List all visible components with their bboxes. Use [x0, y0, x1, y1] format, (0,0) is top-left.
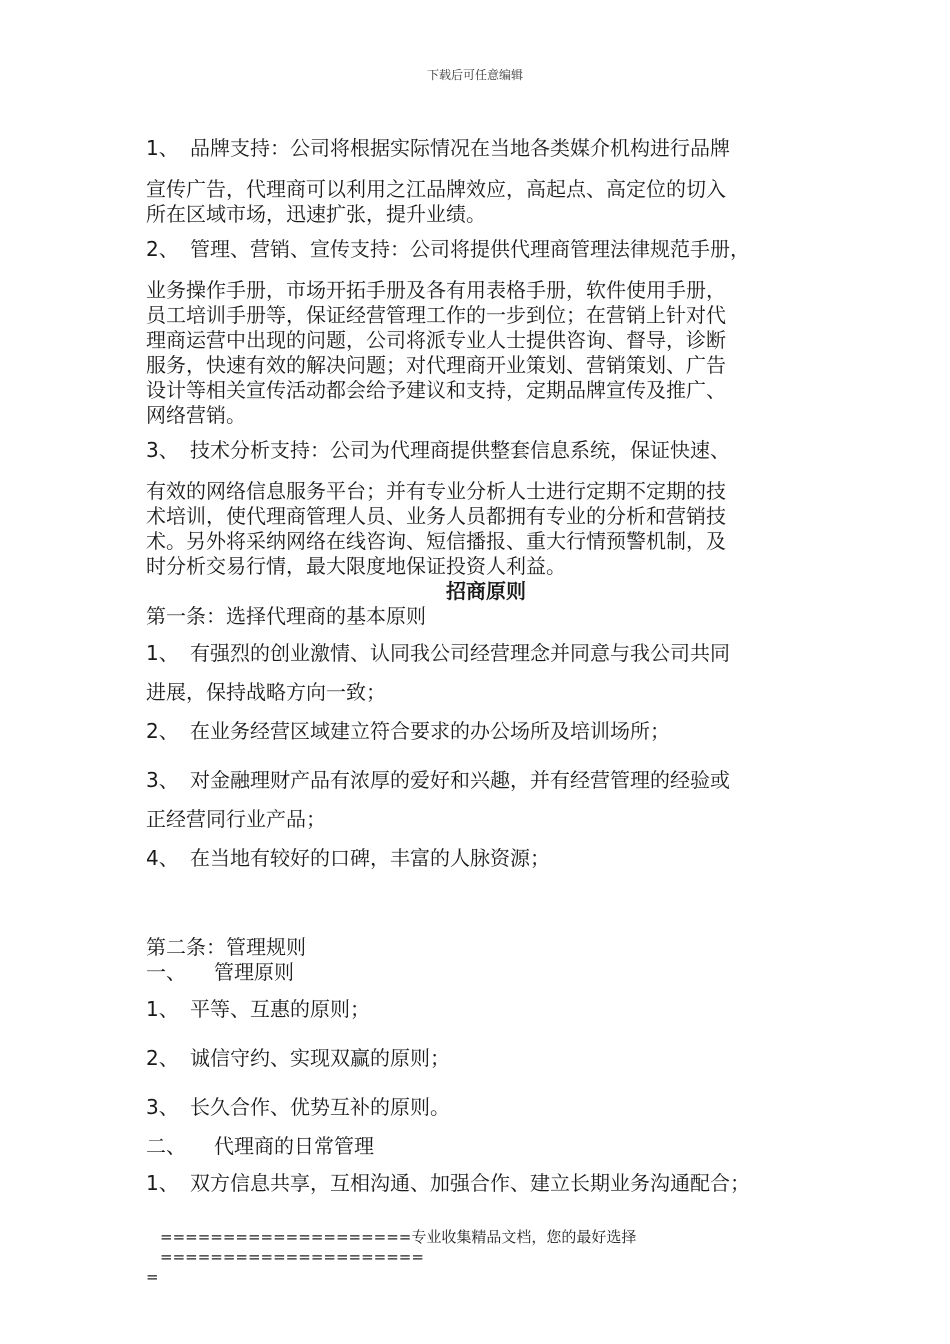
item-number: 2、 — [146, 1046, 179, 1070]
item-number: 3、 — [146, 438, 179, 462]
item-number: 3、 — [146, 768, 179, 792]
item-number: 4、 — [146, 846, 179, 870]
page-header: 下载后可任意编辑 — [426, 68, 523, 82]
support-section-2 — [146, 237, 826, 428]
item-number: 1、 — [146, 136, 179, 160]
criteria-item: 2、 在业务经营区域建立符合要求的办公场所及培训场所； — [146, 719, 670, 743]
page-footer — [146, 1227, 826, 1287]
item-number: 1、 — [146, 1171, 179, 1195]
section-line: 宣传广告，代理商可以利用之江品牌效应，高起点、高定位的切入 — [146, 177, 726, 201]
subsection-number: 一、 — [146, 960, 186, 984]
document-body — [146, 136, 826, 1196]
subsection-heading: 二、 代理商的日常管理 — [146, 1134, 374, 1158]
section-line: 所在区域市场，迅速扩张，提升业绩。 — [146, 202, 486, 226]
principle-item: 3、 长久合作、优势互补的原则。 — [146, 1095, 450, 1119]
item-number: 1、 — [146, 641, 179, 665]
subsection-heading: 一、 管理原则 — [146, 960, 294, 984]
footer-line: ====================专业收集精品文档，您的最好选择===================== — [160, 1228, 637, 1266]
section-first-line: 2、 管理、营销、宣传支持：公司将提供代理商管理法律规范手册， — [146, 237, 750, 261]
section-line: 服务，快速有效的解决问题；对代理商开业策划、营销策划、广告 — [146, 353, 726, 377]
article-2-title: 第二条：管理规则 — [146, 935, 306, 959]
principle-item: 1、 平等、互惠的原则； — [146, 997, 370, 1021]
section-line: 业务操作手册，市场开拓手册及各有用表格手册，软件使用手册， — [146, 278, 726, 302]
section-line: 术。另外将采纳网络在线咨询、短信播报、重大行情预警机制，及 — [146, 529, 726, 553]
criteria-item: 3、 对金融理财产品有浓厚的爱好和兴趣，并有经营管理的经验或 正经营同行业产品； — [146, 768, 730, 831]
section-line: 术培训，使代理商管理人员、业务人员都拥有专业的分析和营销技 — [146, 504, 726, 528]
section-line: 理商运营中出现的问题，公司将派专业人士提供咨询、督导，诊断 — [146, 328, 726, 352]
section-first-line: 1、 品牌支持：公司将根据实际情况在当地各类媒介机构进行品牌 — [146, 136, 730, 160]
footer-line: = — [146, 1268, 159, 1286]
management-item: 1、 双方信息共享，互相沟通、加强合作、建立长期业务沟通配合； — [146, 1171, 750, 1195]
section-line: 有效的网络信息服务平台；并有专业分析人士进行定期不定期的技 — [146, 479, 726, 503]
section-line: 网络营销。 — [146, 403, 246, 427]
subsection-number: 二、 — [146, 1134, 186, 1158]
item-number: 1、 — [146, 997, 179, 1021]
section-line: 时分析交易行情，最大限度地保证投资人利益。 — [146, 554, 566, 578]
principle-item: 2、 诚信守约、实现双赢的原则； — [146, 1046, 450, 1070]
article-1-title: 第一条：选择代理商的基本原则 — [146, 604, 426, 628]
item-number: 2、 — [146, 237, 179, 261]
section-heading: 招商原则 — [446, 579, 526, 603]
section-line: 设计等相关宣传活动都会给予建议和支持，定期品牌宣传及推广、 — [146, 378, 726, 402]
support-section-3 — [146, 438, 826, 579]
item-number: 3、 — [146, 1095, 179, 1119]
item-number: 2、 — [146, 719, 179, 743]
support-section-1 — [146, 136, 826, 227]
criteria-item: 1、 有强烈的创业激情、认同我公司经营理念并同意与我公司共同 进展，保持战略方向一致； — [146, 641, 730, 704]
criteria-item: 4、 在当地有较好的口碑，丰富的人脉资源； — [146, 846, 550, 870]
section-first-line: 3、 技术分析支持：公司为代理商提供整套信息系统，保证快速、 — [146, 438, 730, 462]
section-line: 员工培训手册等，保证经营管理工作的一步到位；在营销上针对代 — [146, 303, 726, 327]
